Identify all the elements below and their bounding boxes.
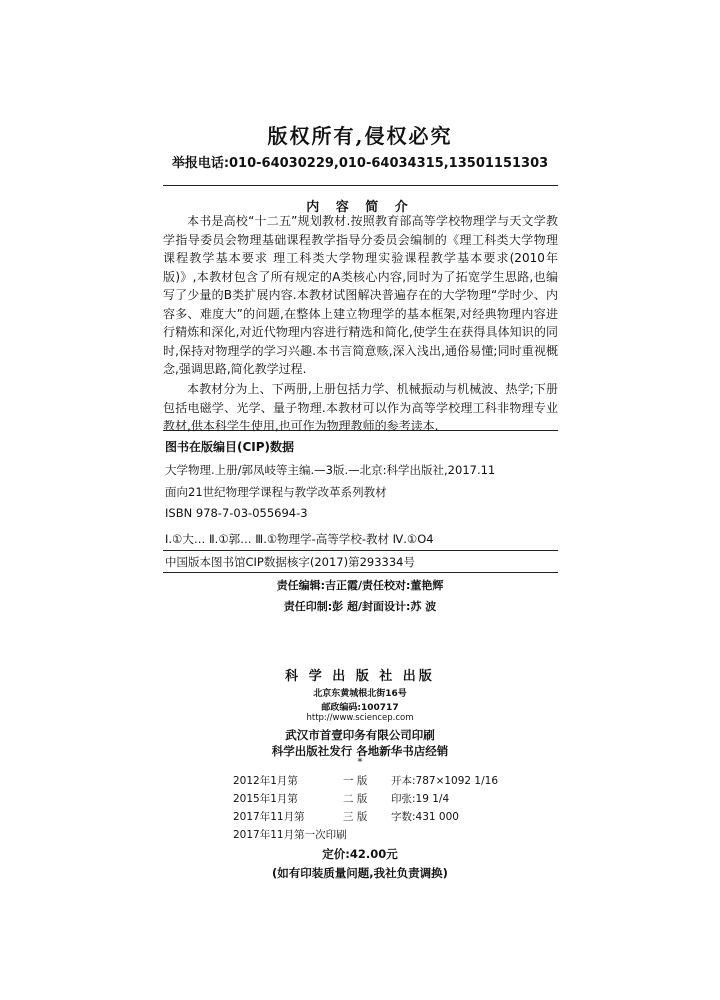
intro-heading: 内 容 简 介 <box>306 200 414 215</box>
cip-heading: 图书在版编目(CIP)数据 <box>165 440 295 454</box>
edition-row: 2015年1月第 二 版 印张:19 1/4 <box>233 793 450 805</box>
copyright-title: 版权所有,侵权必究 <box>267 124 453 148</box>
price: 定价:42.00元 <box>322 847 398 861</box>
publisher-url: http://www.sciencep.com <box>306 713 414 723</box>
divider-cip-2 <box>163 550 558 551</box>
intro-paragraph-2: 本教材分为上、下两册,上册包括力学、机械振动与机械波、热学;下册包括电磁学、光学、量子物理.本教材可以作为高等学校理工科非物理专业教材,供本科学生使用,也可作为物理教师的参考读本. <box>163 382 558 433</box>
divider-cip-bottom <box>163 572 558 573</box>
publisher-address: 北京东黄城根北街16号 <box>313 689 407 699</box>
cip-line-1: 大学物理.上册/郭凤岐等主编.—3版.—北京:科学出版社,2017.11 <box>165 463 496 477</box>
star-separator: * <box>357 757 363 768</box>
printer-name: 武汉市首壹印务有限公司印刷 <box>285 728 435 742</box>
divider-cip <box>163 430 558 431</box>
edition-row: 2012年1月第 一 版 开本:787×1092 1/16 <box>233 775 499 787</box>
divider-top <box>163 185 558 186</box>
distribution-line: 科学出版社发行 各地新华书店经销 <box>271 744 449 758</box>
cip-classification: Ⅰ.①大… Ⅱ.①郭… Ⅲ.①物理学-高等学校-教材 Ⅳ.①O4 <box>165 532 434 546</box>
report-phone: 举报电话:010-64030229,010-64034315,13501151303 <box>171 156 549 171</box>
credits-line-2: 责任印制:彭 超/封面设计:苏 波 <box>283 600 437 613</box>
print-run-row: 2017年11月第一次印刷 <box>233 829 347 841</box>
publisher-name: 科 学 出 版 社 出版 <box>285 669 435 684</box>
edition-row: 2017年11月第 三 版 字数:431 000 <box>233 811 459 823</box>
publisher-postcode: 邮政编码:100717 <box>321 703 399 713</box>
cip-record-number: 中国版本图书馆CIP数据核字(2017)第293334号 <box>165 555 415 569</box>
cip-isbn: ISBN 978-7-03-055694-3 <box>165 506 308 520</box>
intro-paragraph-1: 本书是高校“十二五”规划教材.按照教育部高等学校物理学与天文学教学指导委员会物理基础课程教学指导分委员会编制的《理工科类大学物理课程教学基本要求 理工科类大学物理实验课程教学基本要求(2010年版)》,本教材包含了所有规定的A类核心内容,同时为了拓宽学生思路,也编写了少量的B类扩展内容.本教材试图解决普遍存在的大学物理“学时少、内容多、难度大”的问题,在整体上建立物理学的基本框架,对经典物理内容进行精炼和深化,对近代物理内容进行精选和简化,使学生在获得具体知识的同时,保持对物理学的学习兴趣.本书言简意赅,深入浅出,通俗易懂;同时重视概念,强调思路,简化教学过程. <box>163 214 558 376</box>
credits-line-1: 责任编辑:吉正霞/责任校对:董艳辉 <box>276 579 444 592</box>
cip-line-2: 面向21世纪物理学课程与教学改革系列教材 <box>165 485 387 499</box>
quality-note: (如有印装质量问题,我社负责调换) <box>272 866 448 880</box>
